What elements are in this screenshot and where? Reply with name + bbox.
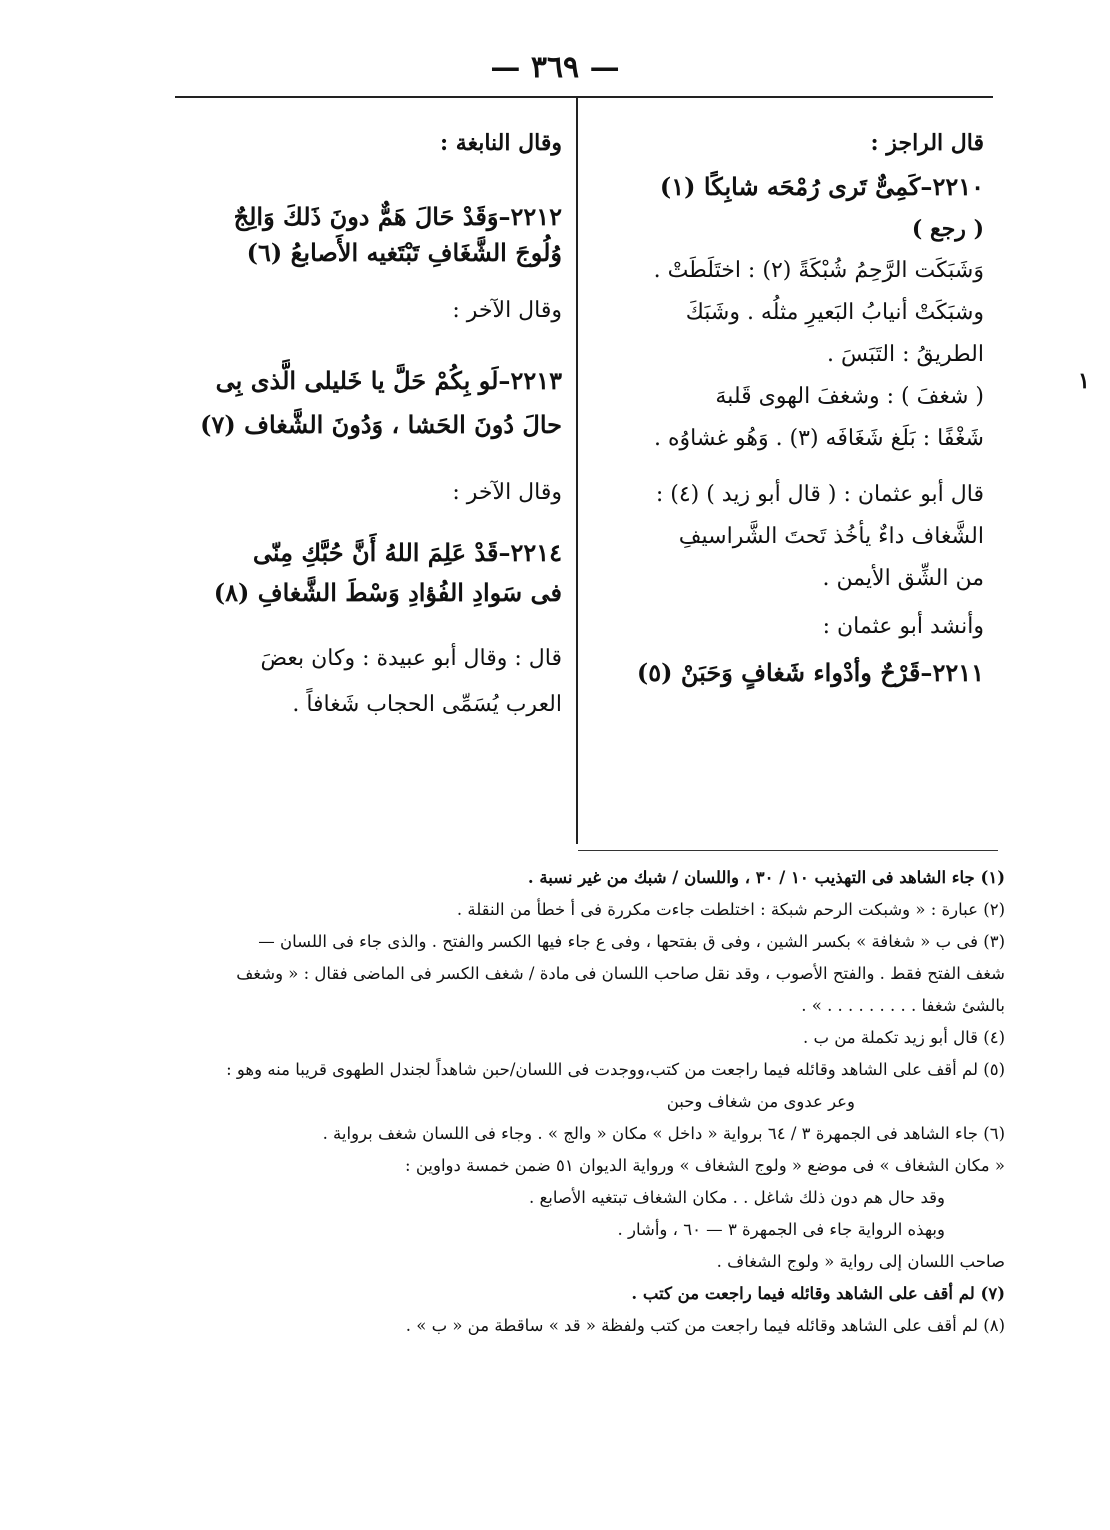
body-line: الطريقُ : التَبَسَ . <box>827 342 984 367</box>
page-number: — ٣٦٩ — <box>490 50 620 85</box>
verse-2214: ٢٢١٤–قَدْ عَلِمَ اللهُ أَنَّ حُبَّكِ مِنّى <box>252 538 562 567</box>
body-line: الشَّغاف داءٌ يأخُذ تَحتَ الشَّراسيفِ <box>678 524 984 549</box>
body-line: العرب يُسَمِّى الحجاب شَغافاً . <box>292 692 562 717</box>
body-line: شَغْفًا : بَلَغ شَغَافَه (٣) . وَهُو غشاوُه . <box>654 426 984 451</box>
verse-2214-second-hemistich: فى سَوادِ الفُؤادِ وَسْطَ الشَّغافِ (٨) <box>213 578 562 607</box>
body-line: وشبَكَتْ أنيابُ البَعيرِ مثلُه . وشَبَكَ <box>685 300 984 325</box>
footnote-3-continued: شغف الفتح فقط . والفتح الأصوب ، وقد نقل صاحب اللسان فى مادة / شغف الكسر فى الماضى فقال : « وشغف <box>236 964 1005 983</box>
verse-2210: ٢٢١٠–كَمِىٌّ تَرى رُمْحَه شابِكًا (١) <box>659 172 984 201</box>
footnote-3: (٣) فى ب « شغافة » بكسر الشين ، وفى ق بفتحها ، وفى ع جاء فيها الكسر والفتح . والذى جاء فى اللسان — <box>258 932 1005 951</box>
body-line: وَشَبَكَت الرَّحِمُ شُبْكَةً (٢) : اختَلَطَتْ . <box>653 258 984 283</box>
entry-heading-shaghafa: ( شغفَ ) : وشغفَ الهوى قَلبهَ <box>715 384 984 409</box>
body-line: قال أبو عثمان : ( قال أبو زيد ) (٤) : <box>655 482 984 507</box>
speaker-label: وقال النابغة : <box>440 130 562 156</box>
right-column <box>596 128 984 688</box>
footnote-8: (٨) لم أقف على الشاهد وقائله فيما راجعت من كتب ولفظة « قد » ساقطة من « ب » . <box>405 1316 1005 1335</box>
speaker-label: وقال الآخر : <box>452 298 562 323</box>
footnote-5-quote: وعر عدوى من شغاف وحبن <box>666 1092 855 1111</box>
verse-2213-second-hemistich: حالَ دُونَ الحَشا ، وَدُونَ الشَّغاف (٧) <box>200 410 562 439</box>
body-line: من الشِّق الأيمن . <box>822 566 984 591</box>
footnote-rule <box>578 850 998 851</box>
footnote-1: (١) جاء الشاهد فى التهذيب ١٠ / ٣٠ ، واللسان / شبك من غير نسبة . <box>527 868 1005 887</box>
verse-2212: ٢٢١٢–وَقَدْ حَالَ هَمٌّ دونَ ذَلكَ وَالِجٌ <box>233 202 562 231</box>
footnote-6-quote: وقد حال هم دون ذلك شاغل . . مكان الشغاف تبتغيه الأصابع . <box>528 1188 945 1207</box>
footnote-6-continued: « مكان الشغاف » فى موضع « ولوج الشغاف » ورواية الديوان ٥١ ضمن خمسة دواوين : <box>405 1156 1005 1175</box>
speaker-label: وقال الآخر : <box>452 480 562 505</box>
margin-marker: ١ <box>1078 368 1090 394</box>
verse-2213: ٢٢١٣–لَو بِكُمْ حَلَّ يا خَليلى الَّذى بِى <box>215 366 562 395</box>
header-rule <box>175 96 993 98</box>
footnote-5: (٥) لم أقف على الشاهد وقائله فيما راجعت من كتب،ووجدت فى اللسان/حبن شاهداً لجندل الطهوى قريبا منه وهو : <box>226 1060 1005 1079</box>
footnote-3-continued: بالشئ شغفا . . . . . . . . . » . <box>801 996 1005 1015</box>
footnotes <box>150 862 1005 1342</box>
body-line: قال : وقال أبو عبيدة : وكان بعضَ <box>260 646 562 671</box>
footnote-2: (٢) عبارة : « وشبكت الرحم شبكة : اختلطت جاءت مكررة فى أ خطأ من النقلة . <box>456 900 1005 919</box>
footnote-7: (٧) لم أقف على الشاهد وقائله فيما راجعت من كتب . <box>631 1284 1005 1303</box>
verse-2211: ٢٢١١–قَرْحٌ وأدْواء شَغافٍ وَحَبَنْ (٥) <box>636 658 984 687</box>
footnote-6-continued: صاحب اللسان إلى رواية « ولوج الشغاف . <box>716 1252 1005 1271</box>
speaker-label: وأنشد أبو عثمان : <box>822 614 984 639</box>
verse-2212-second-hemistich: وُلُوجَ الشَّغَافِ تَبْتَغيه الأَصابعُ (٦) <box>246 238 562 267</box>
column-divider <box>576 98 578 844</box>
entry-heading-raja: ( رجع ) <box>911 216 984 242</box>
speaker-label: قال الراجز : <box>870 130 984 156</box>
left-column <box>162 128 562 720</box>
footnote-6-continued: وبهذه الرواية جاء فى الجمهرة ٣ — ٦٠ ، وأشار . <box>617 1220 945 1239</box>
footnote-4: (٤) قال أبو زيد تكملة من ب . <box>802 1028 1005 1047</box>
footnote-6: (٦) جاء الشاهد فى الجمهرة ٣ / ٦٤ برواية « داخل » مكان « والج » . وجاء فى اللسان شغف برواية . <box>322 1124 1005 1143</box>
